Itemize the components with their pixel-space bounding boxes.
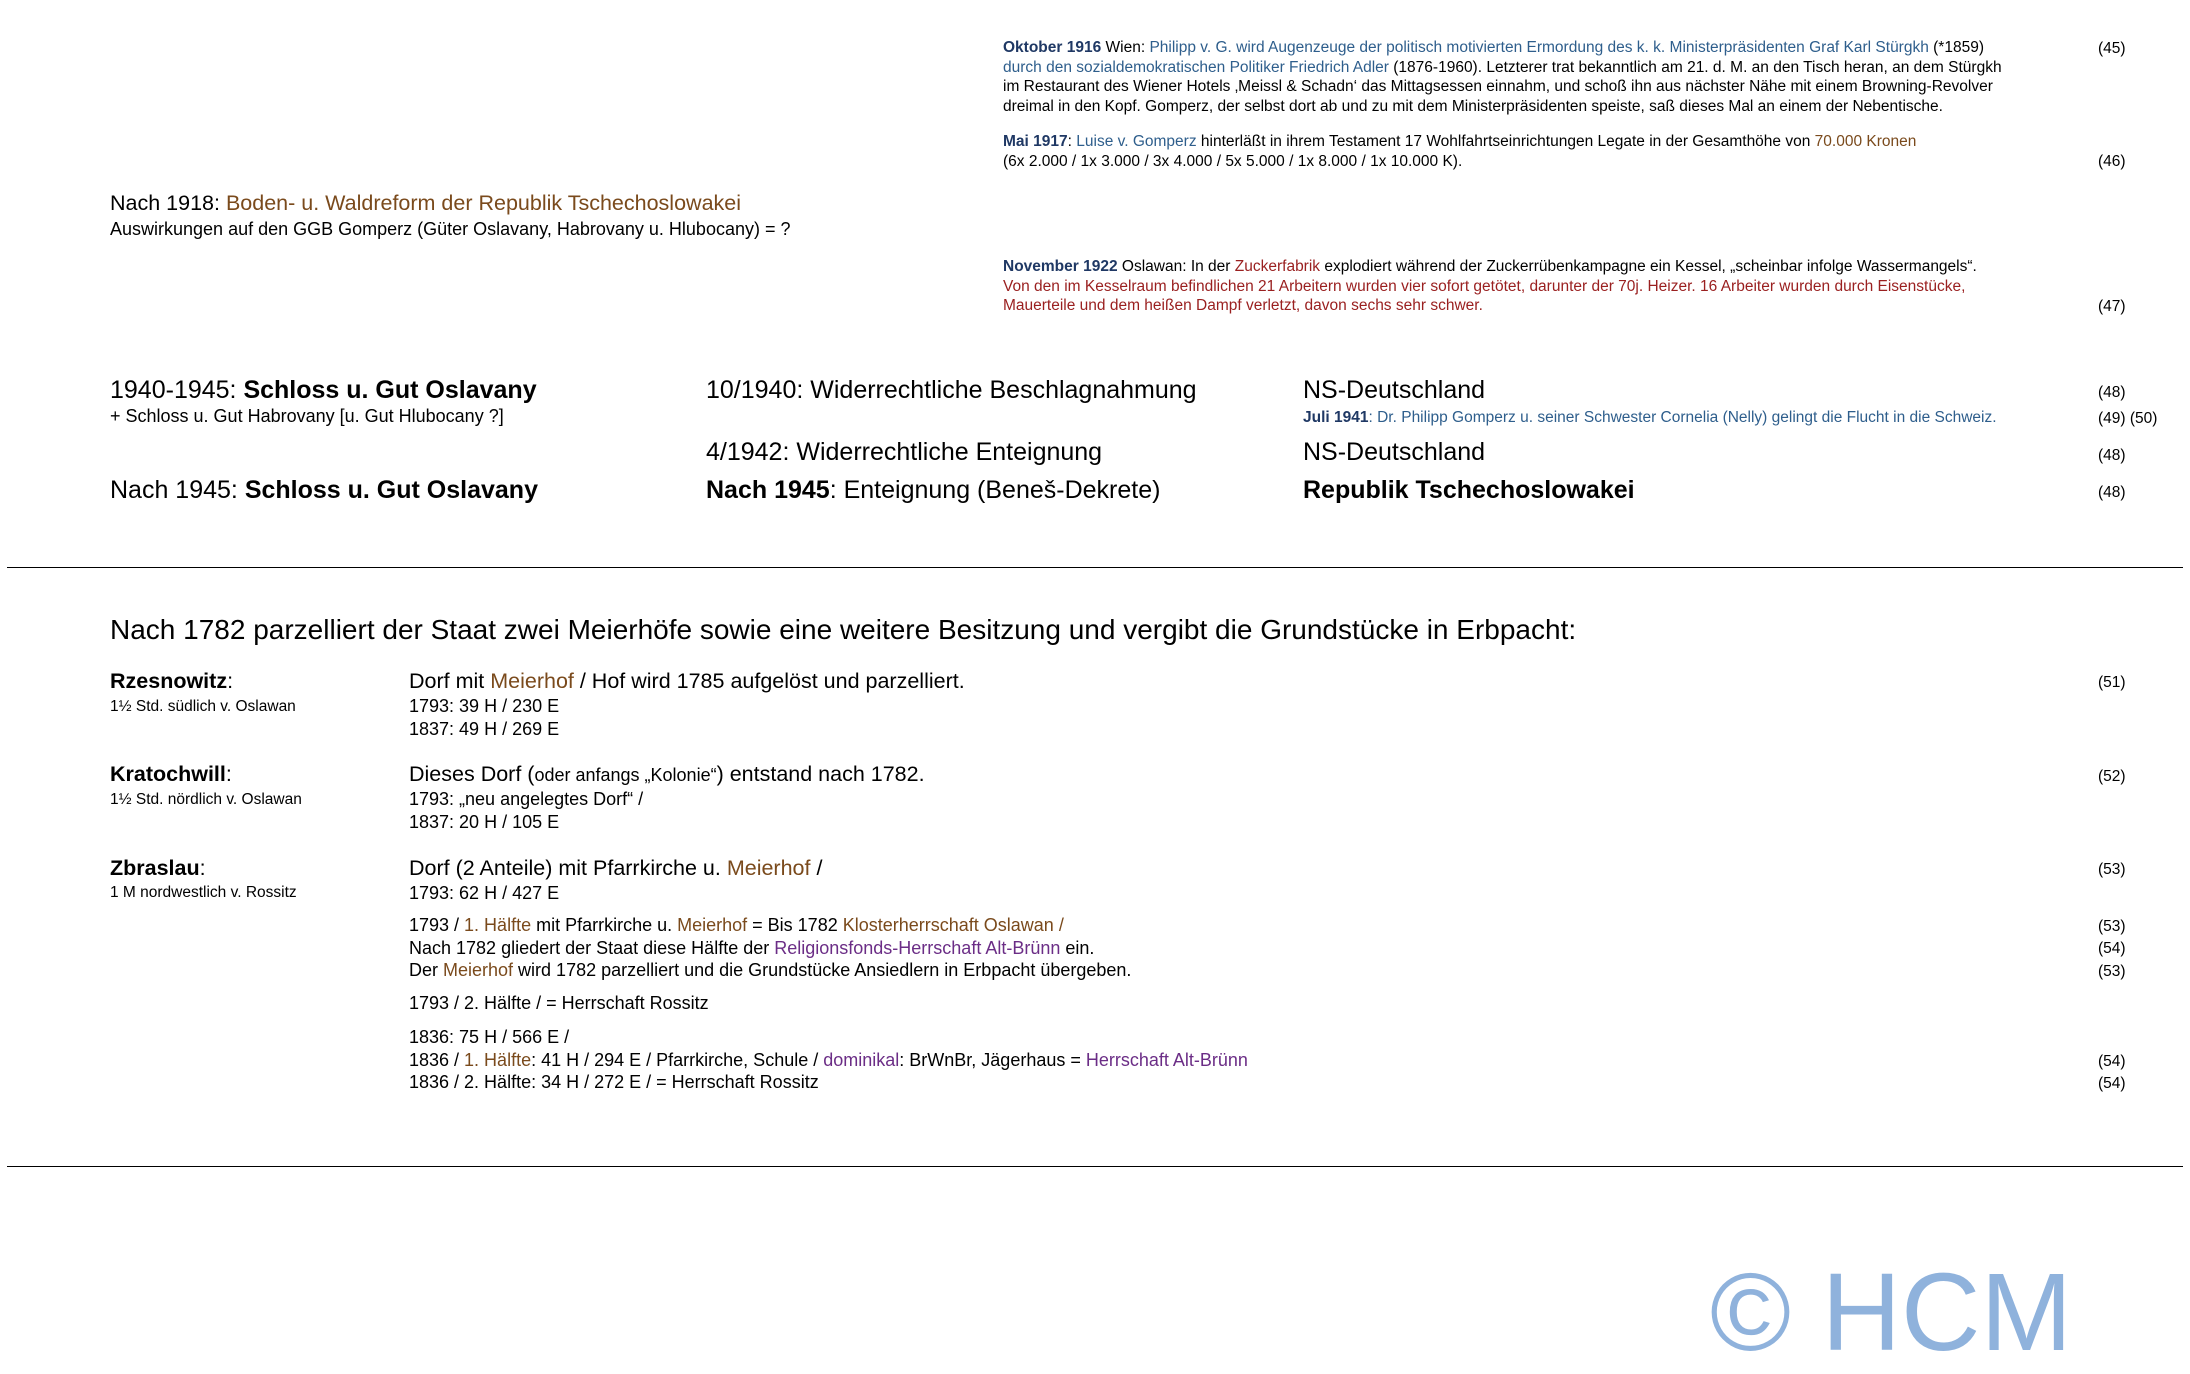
event-date: November 1922 xyxy=(1003,258,1118,275)
place-kratochwill: Kratochwill: xyxy=(110,762,232,786)
confiscation-1940: 10/1940: Widerrechtliche Beschlagnahmung xyxy=(706,376,1197,404)
expropriation-1945: Nach 1945: Enteignung (Beneš-Dekrete) xyxy=(706,476,1161,504)
zbraslau-line1: Dorf (2 Anteile) mit Pfarrkirche u. Meierhof / xyxy=(409,856,823,880)
rzesnowitz-lines: 1793: 39 H / 230 E 1837: 49 H / 269 E xyxy=(409,696,560,739)
footnote-ref: (54) xyxy=(2098,1053,2126,1070)
footnote-ref: (51) xyxy=(2098,674,2126,691)
place-location: 1½ Std. südlich v. Oslawan xyxy=(110,698,296,715)
event-date: Mai 1917 xyxy=(1003,133,1068,150)
state-ns-1: NS-Deutschland xyxy=(1303,376,1486,404)
footnote-ref: (48) xyxy=(2098,384,2126,401)
footnote-ref: (54) xyxy=(2098,1075,2126,1092)
event-1916: Oktober 1916 Wien: Philipp v. G. wird Augenzeuge der politisch motivierten Ermordung des k. k. Ministerpräsidenten Graf Karl Stürgkh (*1859) durch den sozialdemokratischen Politiker Friedrich Adler (1876-1960). Letzterer trat bekanntlich am 21. d. M. an den Tisch heran, an dem Stürgkh im Restaurant des Wiener Hotels ‚Meissl & Schadn‘ das Mittagsessen einnahm, und schoß ihn aus nächster Nähe mit einem Browning-Revolver dreimal in den Kopf. Gomperz, der selbst dort ab und zu mit dem Ministerpräsidenten speiste, saß dieses Mal an einem der Nebentische. xyxy=(1003,39,2002,115)
period-1940-sub: + Schloss u. Gut Habrovany [u. Gut Hlubocany ?] xyxy=(110,406,504,426)
footnote-ref: (49) (50) xyxy=(2098,410,2158,427)
event-1922: November 1922 Oslawan: In der Zuckerfabrik explodiert während der Zuckerrübenkampagne ein Kessel, „scheinbar infolge Wassermangels“. Von den im Kesselraum befindlichen 21 Arbeitern wurden vier sofort getötet, darunter der 70j. Heizer. 16 Arbeiter wurden durch Eisenstücke, Mauerteile und dem heißen Dampf verletzt, davon sechs sehr schwer. xyxy=(1003,258,1977,314)
event-1917: Mai 1917: Luise v. Gomperz hinterläßt in ihrem Testament 17 Wohlfahrtseinrichtungen Legate in der Gesamthöhe von 70.000 Kronen (6x 2.000 / 1x 3.000 / 3x 4.000 / 5x 5.000 / 1x 8.000 / 1x 10.000 K). xyxy=(1003,133,1917,170)
period-1940-title: 1940-1945: Schloss u. Gut Oslavany xyxy=(110,376,537,404)
place-location: 1 M nordwestlich v. Rossitz xyxy=(110,884,297,901)
rzesnowitz-line1: Dorf mit Meierhof / Hof wird 1785 aufgelöst und parzelliert. xyxy=(409,669,965,693)
place-location: 1½ Std. nördlich v. Oslawan xyxy=(110,791,302,808)
flight-1941: Juli 1941: Dr. Philipp Gomperz u. seiner Schwester Cornelia (Nelly) gelingt die Flucht in die Schweiz. xyxy=(1303,409,1997,426)
zbraslau-1836-block: 1836: 75 H / 566 E / 1836 / 1. Hälfte: 41 H / 294 E / Pfarrkirche, Schule / dominikal: BrWnBr, Jägerhaus = Herrschaft Alt-Brünn 1836 / 2. Hälfte: 34 H / 272 E / = Herrschaft Rossitz xyxy=(409,1027,1248,1093)
period-1945-title: Nach 1945: Schloss u. Gut Oslavany xyxy=(110,476,538,504)
hcm-watermark: © HCM xyxy=(1710,1251,2073,1374)
footnote-ref: (46) xyxy=(2098,153,2126,170)
footnote-ref: (53) xyxy=(2098,963,2126,980)
footnote-ref: (45) xyxy=(2098,40,2126,57)
footnote-ref: (54) xyxy=(2098,940,2126,957)
zbraslau-line2: 1793: 62 H / 427 E xyxy=(409,883,560,903)
footnote-ref: (52) xyxy=(2098,768,2126,785)
event-date: Oktober 1916 xyxy=(1003,39,1102,56)
zbraslau-half2: 1793 / 2. Hälfte / = Herrschaft Rossitz xyxy=(409,993,709,1013)
reform-1918-sub: Auswirkungen auf den GGB Gomperz (Güter Oslavany, Habrovany u. Hlubocany) = ? xyxy=(110,219,791,239)
reform-1918-title: Nach 1918: Boden- u. Waldreform der Republik Tschechoslowakei xyxy=(110,191,742,215)
divider xyxy=(7,1166,2183,1167)
parcel-heading: Nach 1782 parzelliert der Staat zwei Meierhöfe sowie eine weitere Besitzung und vergibt die Grundstücke in Erbpacht: xyxy=(110,614,1577,645)
footnote-ref: (48) xyxy=(2098,447,2126,464)
footnote-ref: (53) xyxy=(2098,861,2126,878)
place-zbraslau: Zbraslau: xyxy=(110,856,206,880)
kratochwill-lines: 1793: „neu angelegtes Dorf“ / 1837: 20 H / 105 E xyxy=(409,789,644,832)
kratochwill-line1: Dieses Dorf (oder anfangs „Kolonie“) entstand nach 1782. xyxy=(409,762,925,786)
expropriation-1942: 4/1942: Widerrechtliche Enteignung xyxy=(706,438,1103,466)
state-ns-2: NS-Deutschland xyxy=(1303,438,1486,466)
state-cs: Republik Tschechoslowakei xyxy=(1303,476,1635,504)
footnote-ref: (47) xyxy=(2098,298,2126,315)
place-rzesnowitz: Rzesnowitz: xyxy=(110,669,234,693)
zbraslau-half1-block: 1793 / 1. Hälfte mit Pfarrkirche u. Meierhof = Bis 1782 Klosterherrschaft Oslawan / Nach 1782 gliedert der Staat diese Hälfte der Religionsfonds-Herrschaft Alt-Brünn ein. Der Meierhof wird 1782 parzelliert und die Grundstücke Ansiedlern in Erbpacht übergeben. xyxy=(409,915,1132,981)
footnote-ref: (48) xyxy=(2098,484,2126,501)
footnote-ref: (53) xyxy=(2098,918,2126,935)
divider xyxy=(7,567,2183,568)
